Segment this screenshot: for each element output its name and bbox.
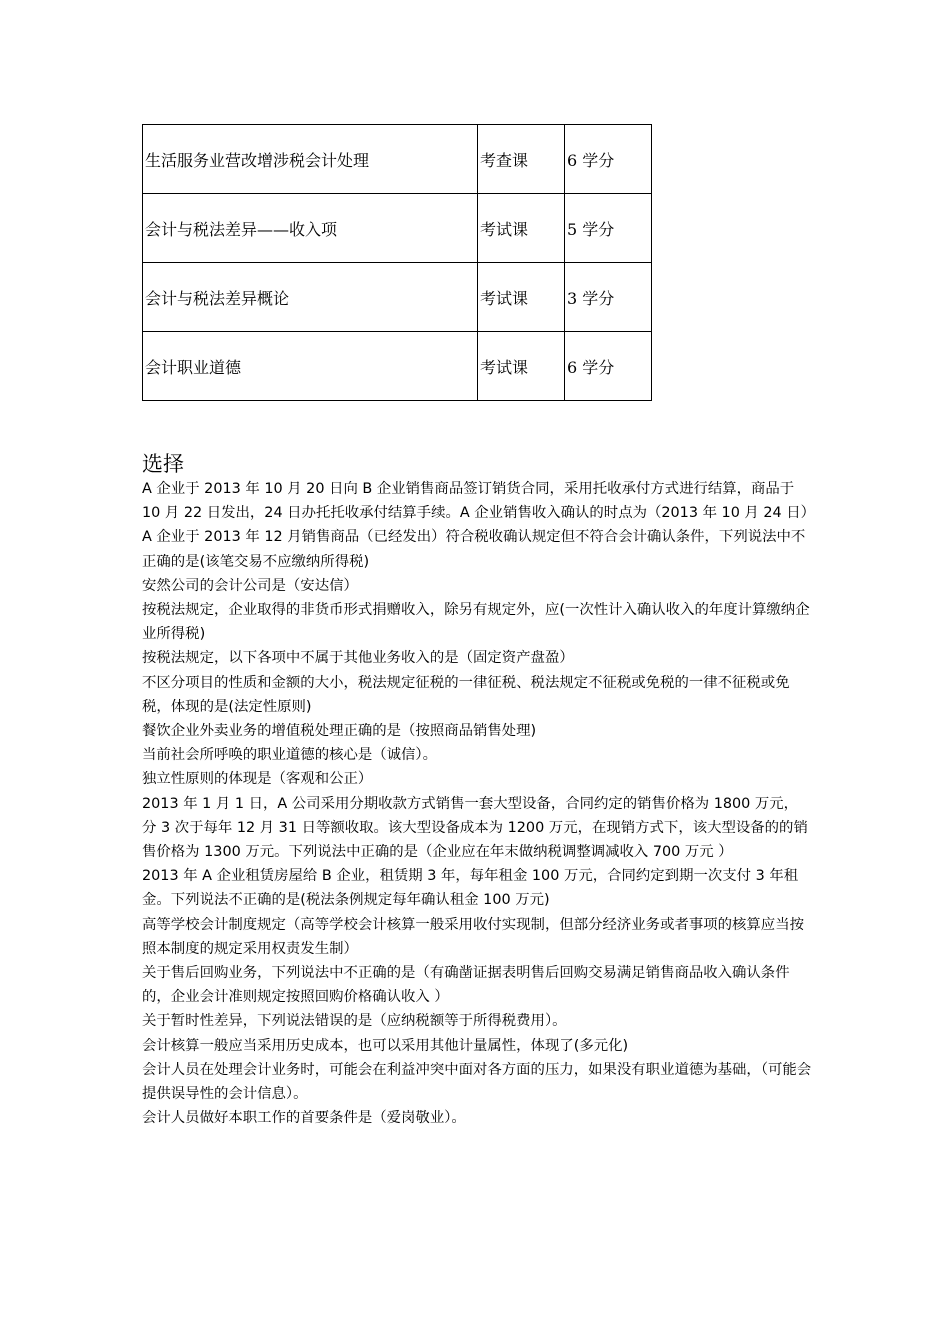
question-item: 高等学校会计制度规定（高等学校会计核算一般采用收付实现制，但部分经济业务或者事项的核算应当按照本制度的规定采用权责发生制） bbox=[142, 916, 804, 957]
question-item: 独立性原则的体现是（客观和公正） bbox=[142, 771, 373, 788]
course-table bbox=[142, 124, 652, 401]
question-item: 会计人员在处理会计业务时，可能会在利益冲突中面对各方面的压力，如果没有职业道德为基础，（可能会提供误导性的会计信息）。 bbox=[142, 1061, 812, 1103]
question-item: 会计核算一般应当采用历史成本，也可以采用其他计量属性，体现了(多元化) bbox=[142, 1037, 629, 1054]
question-item: 当前社会所呼唤的职业道德的核心是（诚信）。 bbox=[142, 747, 438, 764]
table-row bbox=[143, 194, 652, 263]
course-name: 会计与税法差异——收入项 bbox=[143, 194, 478, 263]
table-row bbox=[143, 332, 652, 401]
course-type: 考试课 bbox=[478, 263, 565, 332]
table-row bbox=[143, 125, 652, 194]
course-type: 考试课 bbox=[478, 332, 565, 401]
question-item: 2013 年 A 企业租赁房屋给 B 企业，租赁期 3 年，每年租金 100 万元，合同约定到期一次支付 3 年租金。下列说法不正确的是(税法条例规定每年确认租金 100 万元) bbox=[142, 868, 799, 909]
course-credit: 6 学分 bbox=[565, 125, 652, 194]
question-item: 2013 年 1 月 1 日，A 公司采用分期收款方式销售一套大型设备，合同约定的销售价格为 1800 万元，分 3 次于每年 12 月 31 日等额收取。该大型设备成本为 1200 万元，在现销方式下，该大型设备的的销售价格为 1300 万元。下列说法中正确的是（企业应在年末做纳税调整调减收入 700 万元 ） bbox=[142, 795, 808, 861]
question-item: 安然公司的会计公司是（安达信） bbox=[142, 577, 358, 594]
course-name: 生活服务业营改增涉税会计处理 bbox=[143, 125, 478, 194]
table-row bbox=[143, 263, 652, 332]
course-type: 考查课 bbox=[478, 125, 565, 194]
question-item: 餐饮企业外卖业务的增值税处理正确的是（按照商品销售处理) bbox=[142, 723, 537, 740]
section-heading: 选择 bbox=[142, 452, 184, 476]
course-name: 会计职业道德 bbox=[143, 332, 478, 401]
question-item: 关于售后回购业务，下列说法中不正确的是（有确凿证据表明售后回购交易满足销售商品收入确认条件的，企业会计准则规定按照回购价格确认收入 ） bbox=[142, 965, 790, 1006]
course-name: 会计与税法差异概论 bbox=[143, 263, 478, 332]
question-item: 会计人员做好本职工作的首要条件是（爱岗敬业）。 bbox=[142, 1110, 466, 1127]
question-item: 关于暂时性差异，下列说法错误的是（应纳税额等于所得税费用）。 bbox=[142, 1013, 567, 1030]
question-item: 按税法规定，以下各项中不属于其他业务收入的是（固定资产盘盈） bbox=[142, 650, 574, 667]
course-credit: 6 学分 bbox=[565, 332, 652, 401]
course-type: 考试课 bbox=[478, 194, 565, 263]
question-item: A 企业于 2013 年 10 月 20 日向 B 企业销售商品签订销货合同，采用托收承付方式进行结算，商品于 10 月 22 日发出，24 日办托托收承付结算手续。A 企业销售收入确认的时点为（2013 年 10 月 24 日） bbox=[142, 481, 816, 522]
question-list bbox=[142, 477, 816, 1130]
question-item: 按税法规定，企业取得的非货币形式捐赠收入，除另有规定外，应(一次性计入确认收入的年度计算缴纳企业所得税) bbox=[142, 602, 810, 643]
course-credit: 3 学分 bbox=[565, 263, 652, 332]
course-credit: 5 学分 bbox=[565, 194, 652, 263]
question-item: A 企业于 2013 年 12 月销售商品（已经发出）符合税收确认规定但不符合会计确认条件，下列说法中不正确的是(该笔交易不应缴纳所得税) bbox=[142, 529, 806, 570]
question-item: 不区分项目的性质和金额的大小，税法规定征税的一律征税、税法规定不征税或免税的一律不征税或免税，体现的是(法定性原则) bbox=[142, 674, 790, 715]
